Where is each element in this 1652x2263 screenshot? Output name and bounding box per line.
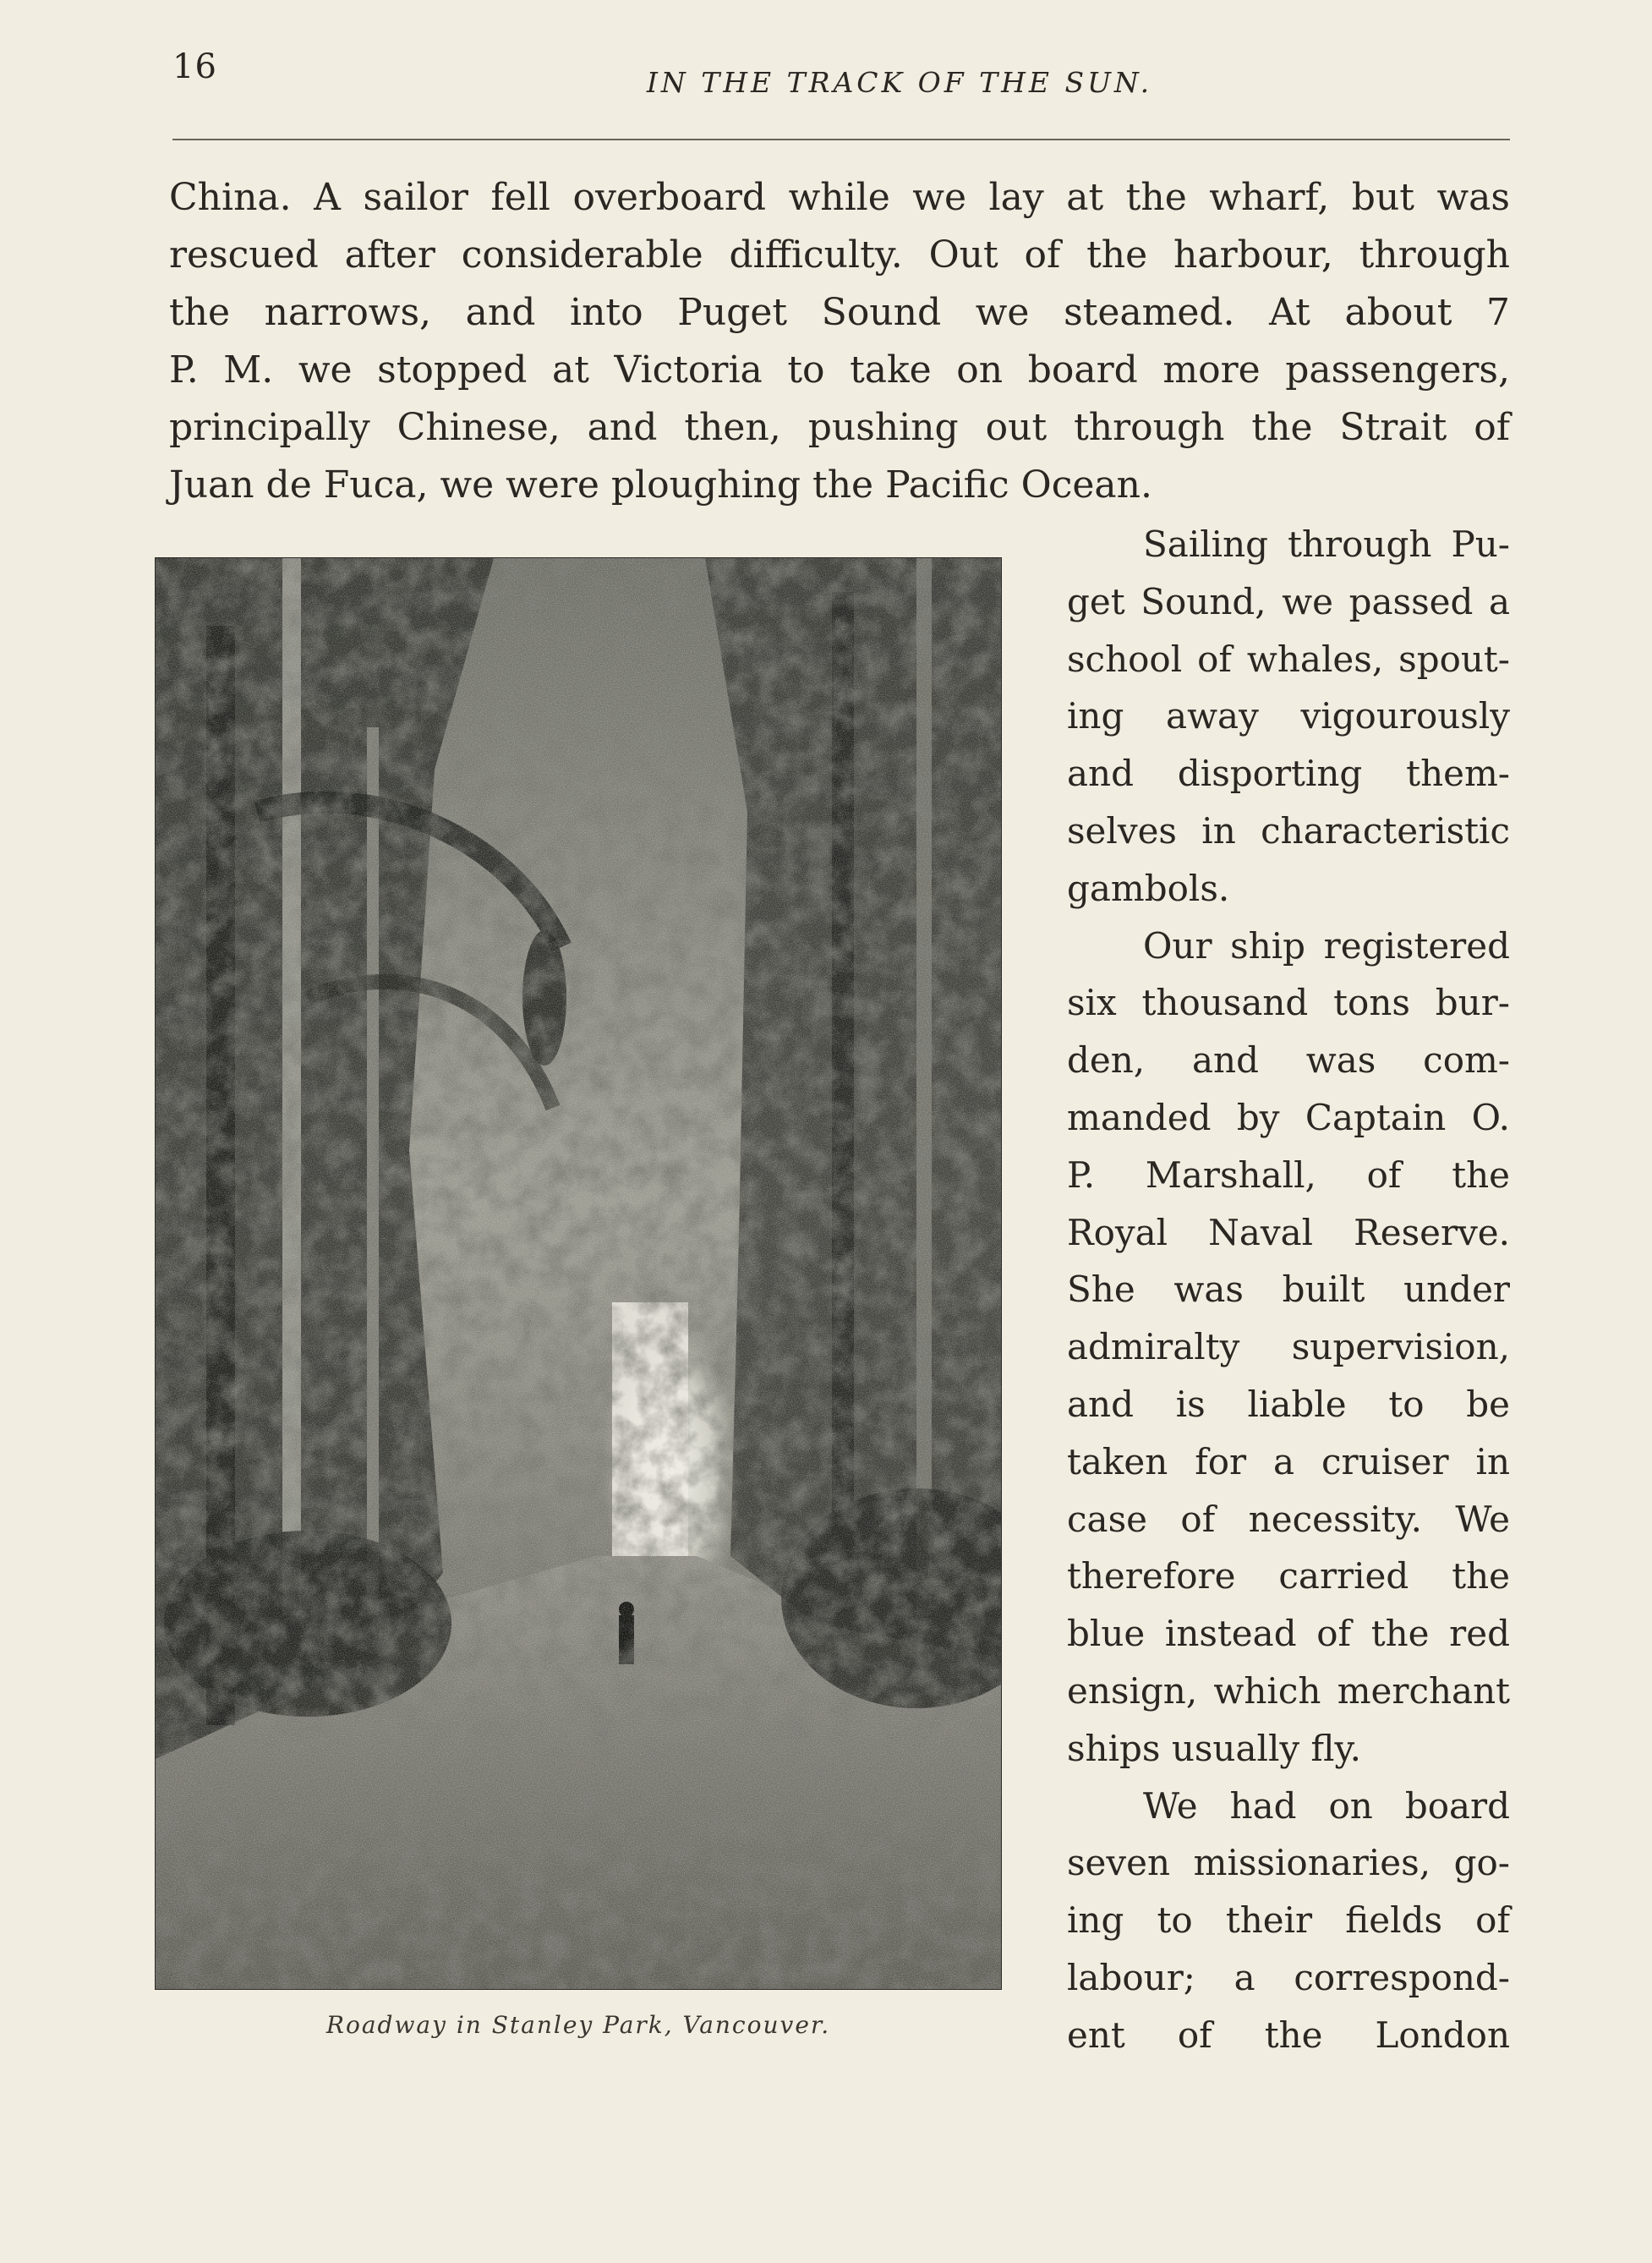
running-title: IN THE TRACK OF THE SUN. bbox=[646, 66, 1153, 99]
text-line: blue instead of the red bbox=[1067, 1613, 1510, 1655]
text-line: rescued after considerable difficulty. Out of the harbour, through bbox=[169, 233, 1510, 277]
photograph-plate bbox=[156, 558, 1001, 1989]
text-line: case of necessity. We bbox=[1067, 1498, 1510, 1540]
text-line: Royal Naval Reserve. bbox=[1067, 1211, 1510, 1253]
text-line: selves in characteristic bbox=[1067, 809, 1510, 852]
text-line: the narrows, and into Puget Sound we steamed. At about 7 bbox=[169, 291, 1510, 334]
text-line: admiralty supervision, bbox=[1067, 1326, 1510, 1368]
text-line: and is liable to be bbox=[1067, 1383, 1510, 1425]
text-line: labour; a correspond- bbox=[1067, 1956, 1510, 1998]
text-line: ent of the London bbox=[1067, 2014, 1510, 2056]
text-line: China. A sailor fell overboard while we lay at the wharf, but was bbox=[169, 176, 1510, 219]
text-line: six thousand tons bur- bbox=[1067, 982, 1510, 1024]
header-rule bbox=[172, 139, 1510, 140]
text-line: taken for a cruiser in bbox=[1067, 1440, 1510, 1482]
text-line: seven missionaries, go- bbox=[1067, 1842, 1510, 1884]
text-line: therefore carried the bbox=[1067, 1555, 1510, 1597]
page-number: 16 bbox=[172, 47, 217, 86]
text-line: Sailing through Pu- bbox=[1143, 523, 1510, 565]
text-line: school of whales, spout- bbox=[1067, 638, 1510, 680]
text-line: den, and was com- bbox=[1067, 1039, 1510, 1082]
text-line: Juan de Fuca, we were ploughing the Pacific Ocean. bbox=[169, 463, 1152, 507]
text-line: ships usually fly. bbox=[1067, 1727, 1361, 1769]
text-line: principally Chinese, and then, pushing out through the Strait of bbox=[169, 406, 1510, 449]
text-line: get Sound, we passed a bbox=[1067, 580, 1510, 622]
plate-caption: Roadway in Stanley Park, Vancouver. bbox=[325, 2011, 831, 2039]
text-line: She was built under bbox=[1067, 1268, 1510, 1311]
text-line: gambols. bbox=[1067, 867, 1230, 909]
text-line: ensign, which merchant bbox=[1067, 1669, 1510, 1712]
text-line: Our ship registered bbox=[1143, 924, 1510, 967]
text-line: We had on board bbox=[1143, 1784, 1510, 1827]
text-line: and disporting them- bbox=[1067, 753, 1510, 795]
body-text-full-width bbox=[169, 169, 1510, 514]
body-text-column bbox=[1067, 516, 1510, 2064]
text-line: ing away vigourously bbox=[1067, 695, 1510, 737]
text-line: manded by Captain O. bbox=[1067, 1096, 1510, 1138]
text-line: ing to their fields of bbox=[1067, 1899, 1510, 1942]
text-line: P. M. we stopped at Victoria to take on board more passengers, bbox=[169, 348, 1510, 392]
text-line: P. Marshall, of the bbox=[1067, 1153, 1510, 1196]
forest-road-photo bbox=[156, 558, 1001, 1989]
